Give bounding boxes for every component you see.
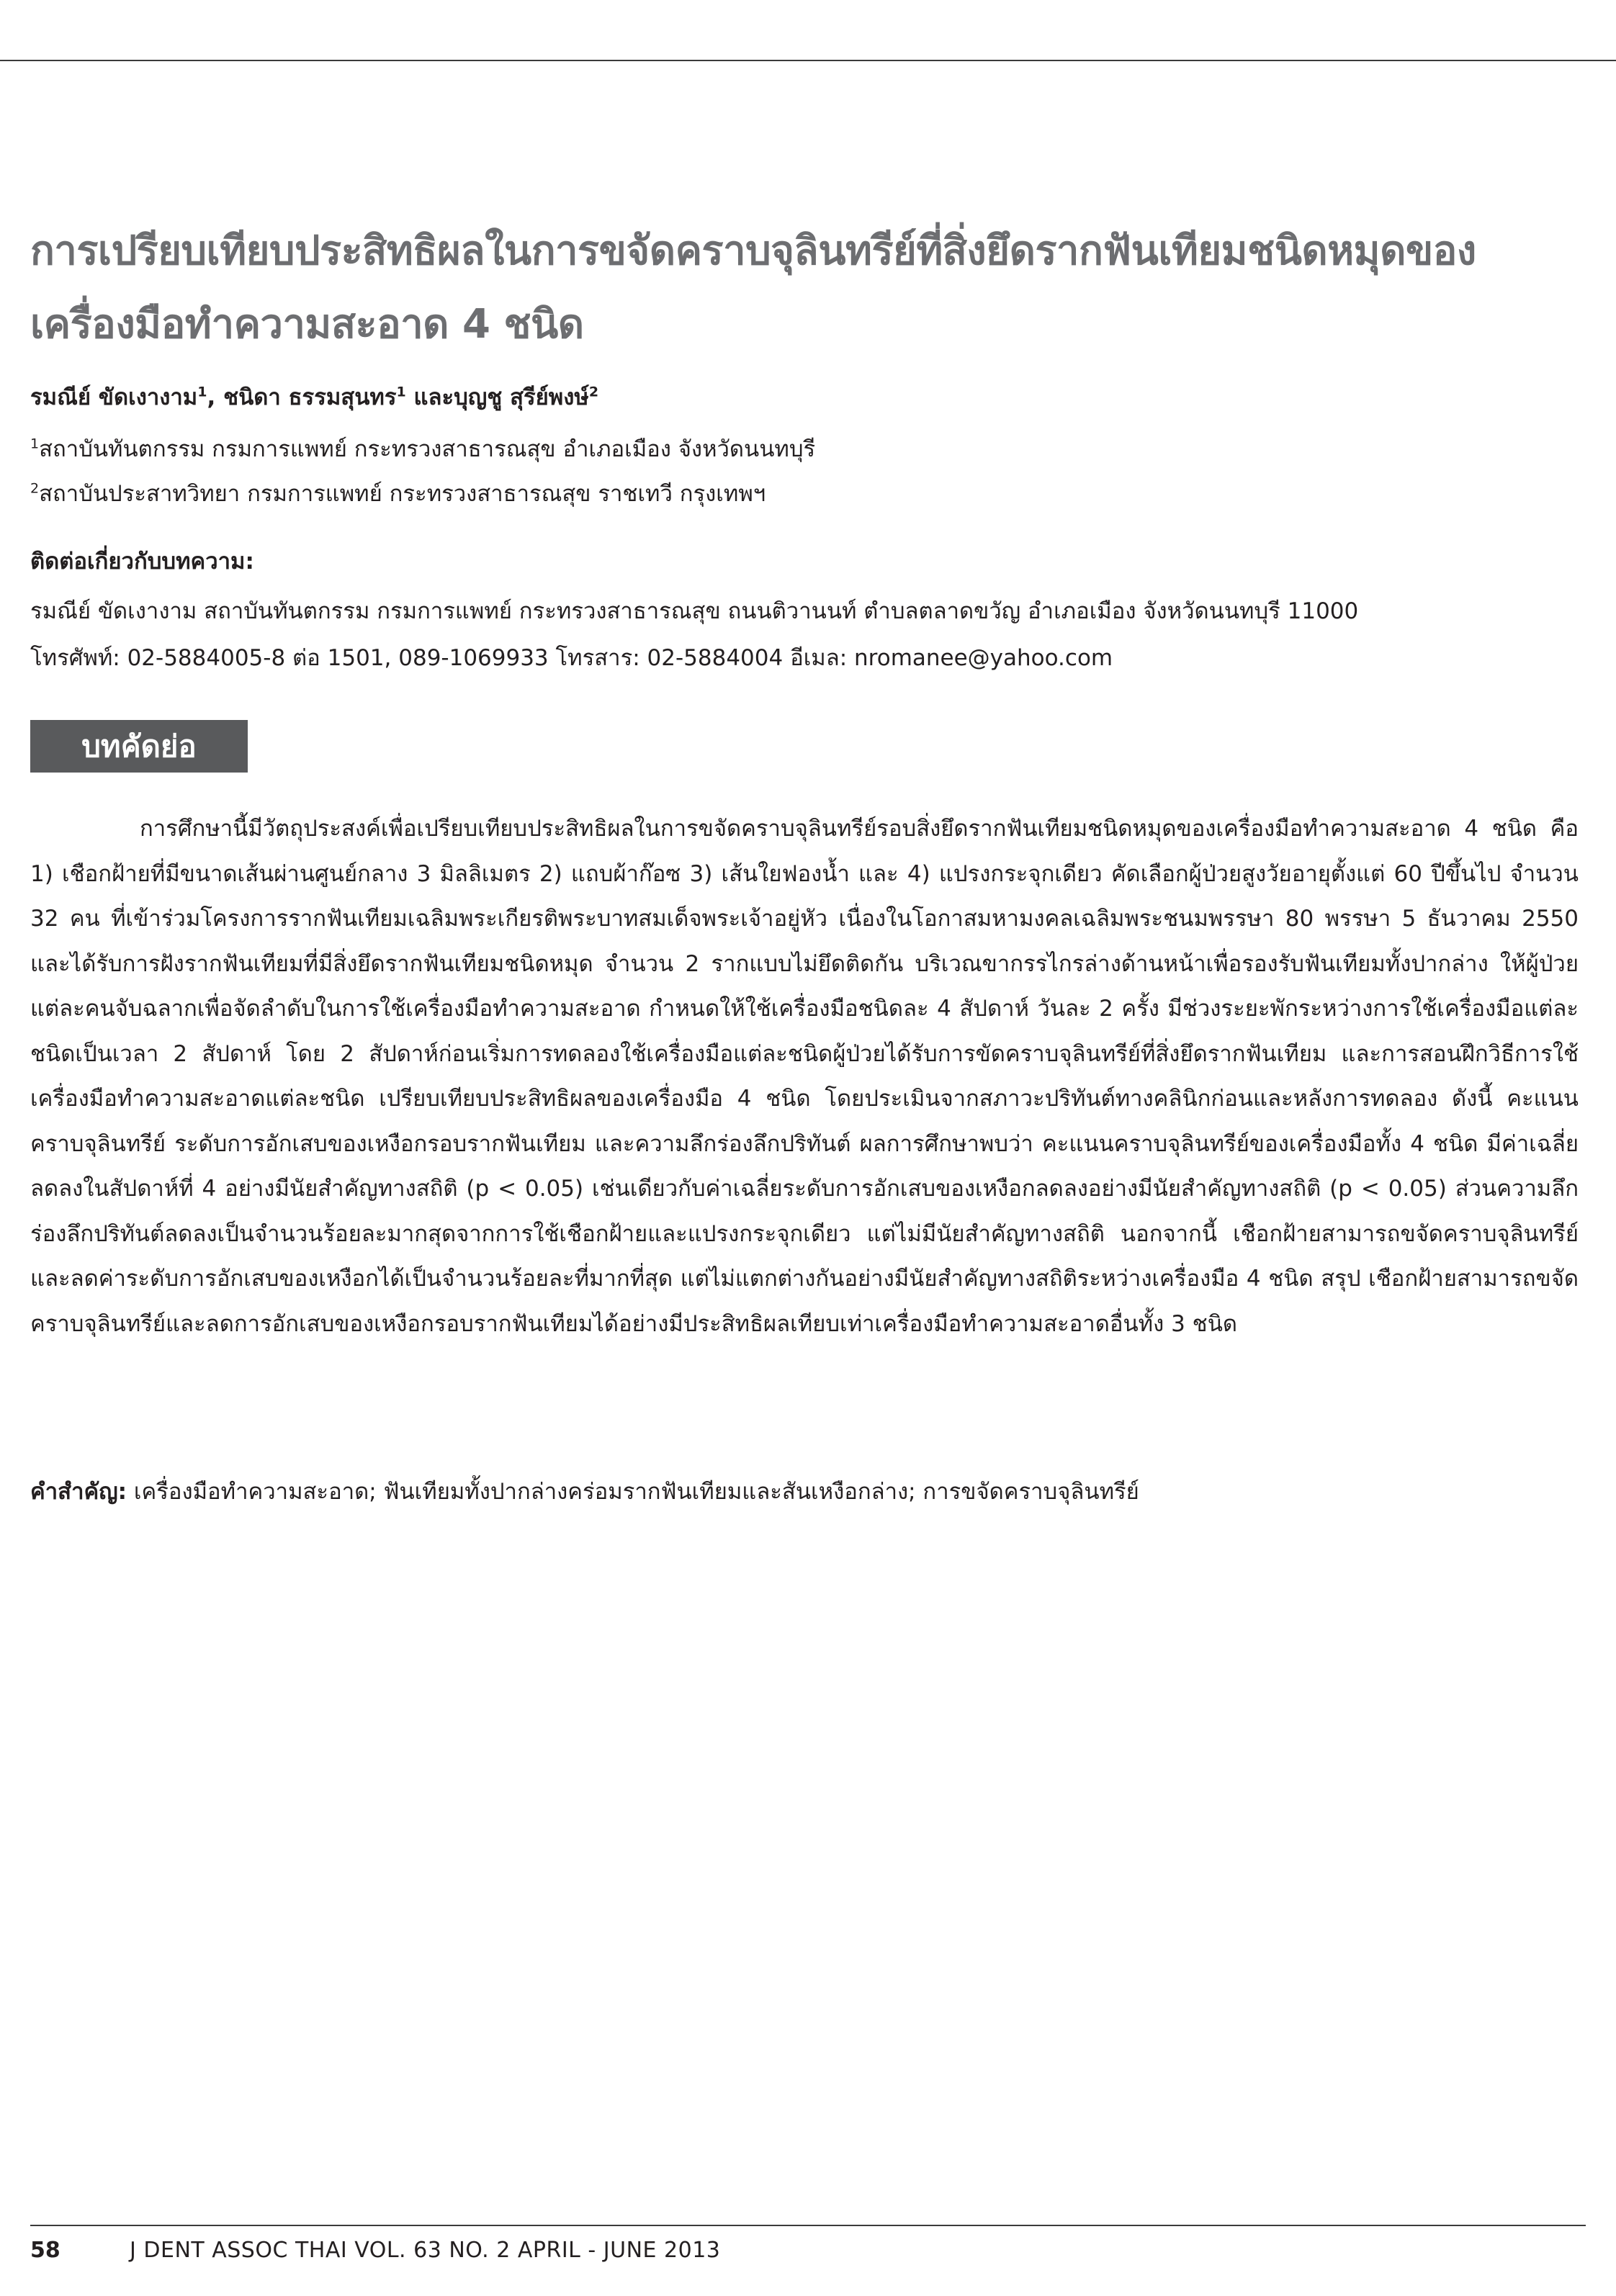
author-name: รมณีย์ ขัดเงางาม xyxy=(30,384,198,410)
keywords-label: คำสำคัญ: xyxy=(30,1479,127,1505)
affiliation-text: สถาบันประสาทวิทยา กรมการแพทย์ กระทรวงสาธารณสุข ราชเทวี กรุงเทพฯ xyxy=(39,481,766,507)
contact-address: รมณีย์ ขัดเงางาม สถาบันทันตกรรม กรมการแพทย์ กระทรวงสาธารณสุข ถนนติวานนท์ ตำบลตลาดขวัญ อำเภอเมือง จังหวัดนนทบุรี 11000 xyxy=(30,598,1359,624)
page-number: 58 xyxy=(30,2238,60,2263)
author-affiliation-mark: 1 xyxy=(197,384,207,400)
footer-rule xyxy=(30,2225,1586,2226)
author-name: บุญชู สุรีย์พงษ์ xyxy=(454,384,589,410)
contact-heading: ติดต่อเกี่ยวกับบทความ: xyxy=(30,549,254,575)
author-affiliation-mark: 2 xyxy=(588,384,599,400)
keywords xyxy=(30,1476,1579,1508)
contact-phone-email: โทรศัพท์: 02-5884005-8 ต่อ 1501, 089-1069933 โทรสาร: 02-5884004 อีเมล: nromanee@yahoo.com xyxy=(30,645,1113,671)
author-separator: และ xyxy=(405,384,454,410)
title-line-1: การเปรียบเทียบประสิทธิผลในการขจัดคราบจุลินทรีย์ที่สิ่งยึดรากฟันเทียมชนิดหมุดของ xyxy=(30,228,1476,274)
article-title xyxy=(30,215,1586,361)
abstract-heading: บทคัดย่อ xyxy=(30,720,248,773)
affiliation-text: สถาบันทันตกรรม กรมการแพทย์ กระทรวงสาธารณสุข อำเภอเมือง จังหวัดนนทบุรี xyxy=(39,436,816,462)
affiliation-2 xyxy=(30,478,766,510)
title-line-2: เครื่องมือทำความสะอาด 4 ชนิด xyxy=(30,301,584,348)
abstract-body: การศึกษานี้มีวัตถุประสงค์เพื่อเปรียบเทียบประสิทธิผลในการขจัดคราบจุลินทรีย์รอบสิ่งยึดรากฟันเทียมชนิดหมุดของเครื่องมือทำความสะอาด 4 ชนิด คือ 1) เชือกฝ้ายที่มีขนาดเส้นผ่านศูนย์กลาง 3 มิลลิเมตร 2) แถบผ้าก๊อซ 3) เส้นใยฟองน้ำ และ 4) แปรงกระจุกเดียว คัดเลือกผู้ป่วยสูงวัยอายุตั้งแต่ 60 ปีขึ้นไป จำนวน 32 คน ที่เข้าร่วมโครงการรากฟันเทียมเฉลิมพระเกียรติพระบาทสมเด็จพระเจ้าอยู่หัว เนื่องในโอกาสมหามงคลเฉลิมพระชนมพรรษา 80 พรรษา 5 ธันวาคม 2550 และได้รับการฝังรากฟันเทียมที่มีสิ่งยึดรากฟันเทียมชนิดหมุด จำนวน 2 รากแบบไม่ยึดติดกัน บริเวณขากรรไกรล่างด้านหน้าเพื่อรองรับฟันเทียมทั้งปากล่าง ให้ผู้ป่วยแต่ละคนจับฉลากเพื่อจัดลำดับในการใช้เครื่องมือทำความสะอาด กำหนดให้ใช้เครื่องมือชนิดละ 4 สัปดาห์ วันละ 2 ครั้ง มีช่วงระยะพักระหว่างการใช้เครื่องมือแต่ละชนิดเป็นเวลา 2 สัปดาห์ โดย 2 สัปดาห์ก่อนเริ่มการทดลองใช้เครื่องมือแต่ละชนิดผู้ป่วยได้รับการขัดคราบจุลินทรีย์ที่สิ่งยึดรากฟันเทียม และการสอนฝึกวิธีการใช้เครื่องมือทำความสะอาดแต่ละชนิด เปรียบเทียบประสิทธิผลของเครื่องมือ 4 ชนิด โดยประเมินจากสภาวะปริทันต์ทางคลินิกก่อนและหลังการทดลอง ดังนี้ คะแนนคราบจุลินทรีย์ ระดับการอักเสบของเหงือกรอบรากฟันเทียม และความลึกร่องลึกปริทันต์ ผลการศึกษาพบว่า คะแนนคราบจุลินทรีย์ของเครื่องมือทั้ง 4 ชนิด มีค่าเฉลี่ยลดลงในสัปดาห์ที่ 4 อย่างมีนัยสำคัญทางสถิติ (p < 0.05) เช่นเดียวกับค่าเฉลี่ยระดับการอักเสบของเหงือกลดลงอย่างมีนัยสำคัญทางสถิติ (p < 0.05) ส่วนความลึกร่องลึกปริทันต์ลดลงเป็นจำนวนร้อยละมากสุดจากการใช้เชือกฝ้ายและแปรงกระจุกเดียว แต่ไม่มีนัยสำคัญทางสถิติ นอกจากนี้ เชือกฝ้ายสามารถขจัดคราบจุลินทรีย์และลดค่าระดับการอักเสบของเหงือกได้เป็นจำนวนร้อยละที่มากที่สุด แต่ไม่แตกต่างกันอย่างมีนัยสำคัญทางสถิติระหว่างเครื่องมือ 4 ชนิด สรุป เชือกฝ้ายสามารถขจัดคราบจุลินทรีย์และลดการอักเสบของเหงือกรอบรากฟันเทียมได้อย่างมีประสิทธิผลเทียบเท่าเครื่องมือทำความสะอาดอื่นทั้ง 3 ชนิด xyxy=(30,816,1579,1337)
keywords-text: เครื่องมือทำความสะอาด; ฟันเทียมทั้งปากล่างคร่อมรากฟันเทียมและสันเหงือกล่าง; การขจัดคราบจุลินทรีย์ xyxy=(127,1479,1139,1505)
author-name: ชนิดา ธรรมสุนทร xyxy=(223,384,397,410)
author-list xyxy=(30,382,598,413)
affiliation-mark: 1 xyxy=(30,436,40,452)
header-rule xyxy=(0,60,1616,61)
author-separator: , xyxy=(207,384,224,410)
journal-citation: J DENT ASSOC THAI VOL. 63 NO. 2 APRIL - JUNE 2013 xyxy=(130,2238,721,2263)
affiliation-mark: 2 xyxy=(30,480,40,497)
author-affiliation-mark: 1 xyxy=(396,384,406,400)
affiliation-1 xyxy=(30,433,815,465)
